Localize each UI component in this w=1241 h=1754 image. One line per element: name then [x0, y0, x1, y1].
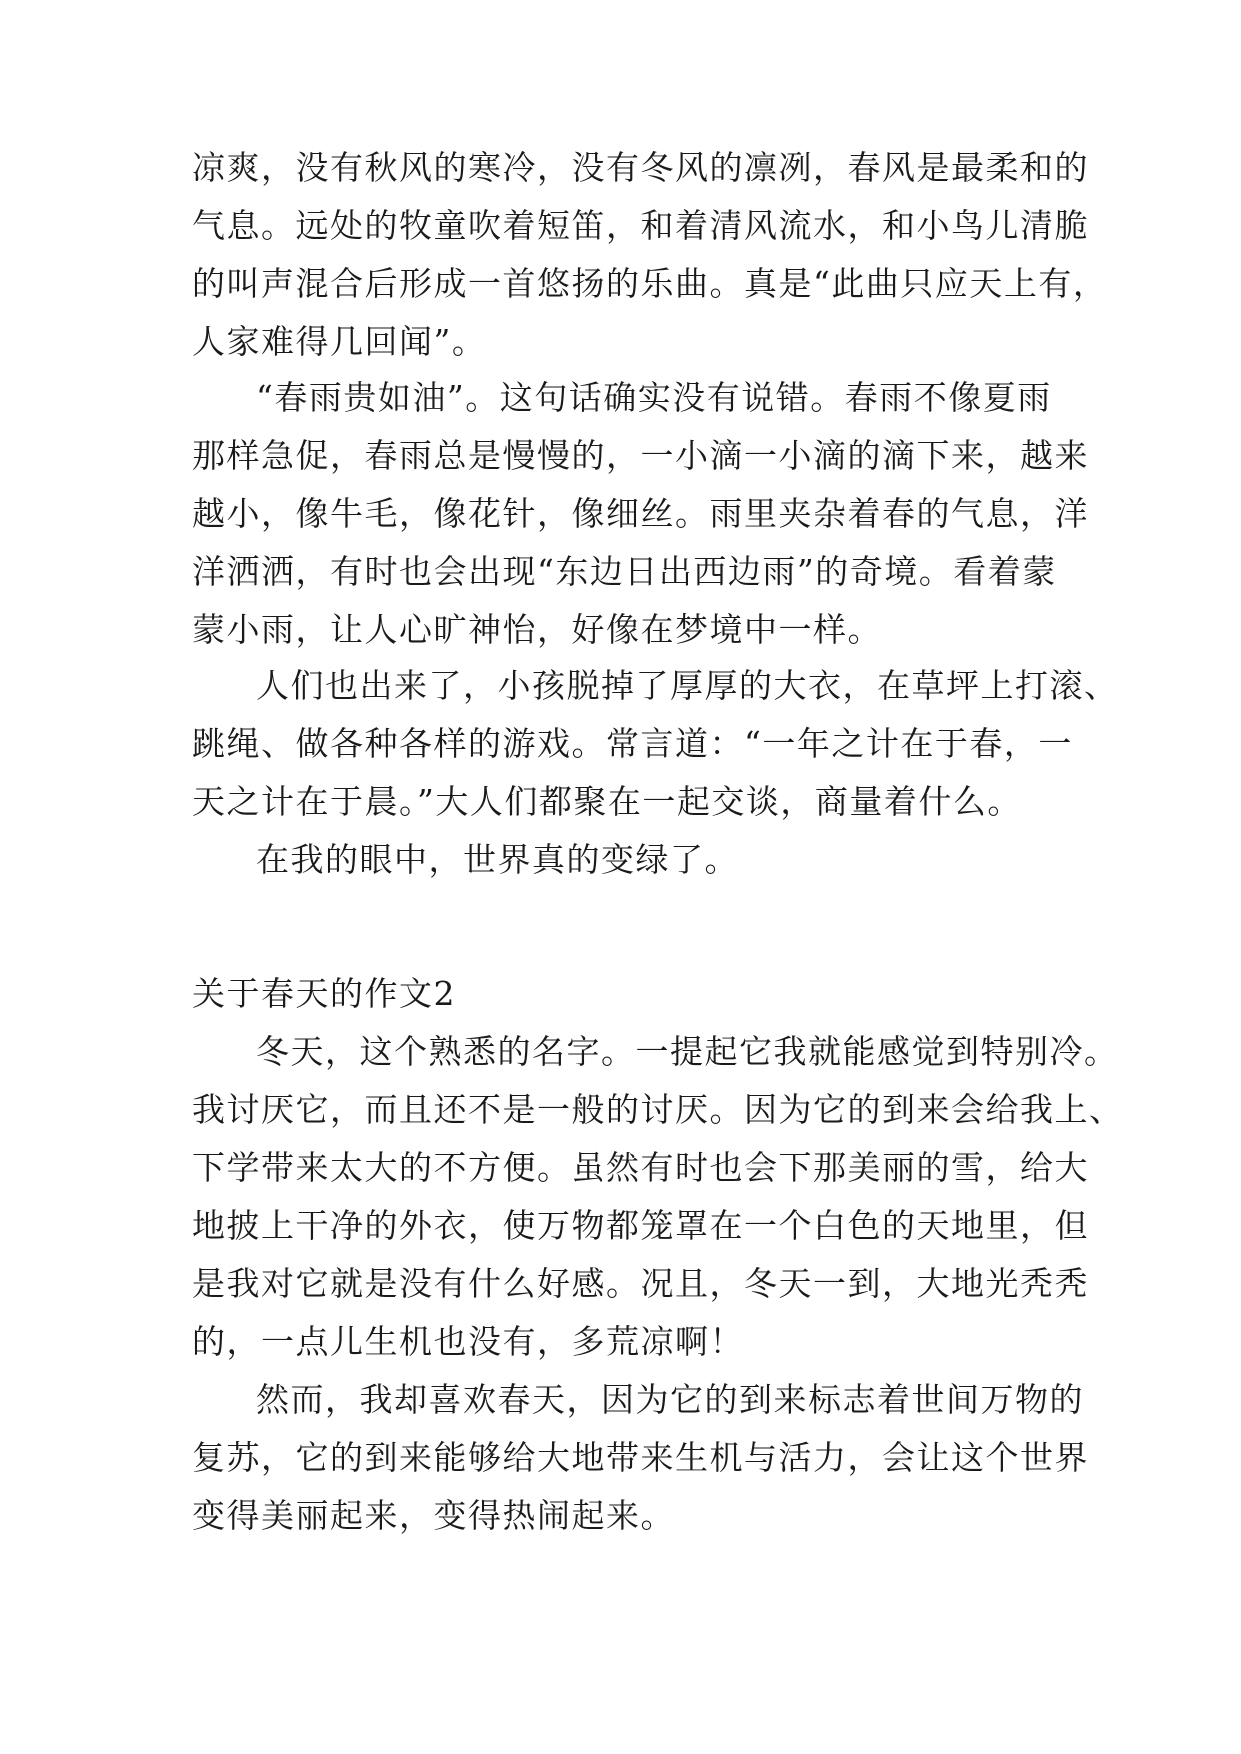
- paragraph-2-line-2: 那样急促，春雨总是慢慢的，一小滴一小滴的滴下来，越来: [192, 436, 1089, 475]
- paragraph-5-line-5: 是我对它就是没有什么好感。况且，冬天一到，大地光秃秃: [192, 1264, 1089, 1303]
- paragraph-1-line-4: 人家难得几回闻”。: [192, 322, 487, 361]
- paragraph-5-line-1: 冬天，这个熟悉的名字。一提起它我就能感觉到特别冷。: [256, 1032, 1119, 1071]
- paragraph-1-line-2: 气息。远处的牧童吹着短笛，和着清风流水，和小鸟儿清脆: [192, 206, 1089, 245]
- paragraph-3-line-1: 人们也出来了，小孩脱掉了厚厚的大衣，在草坪上打滚、: [256, 666, 1119, 705]
- paragraph-5-line-3: 下学带来太大的不方便。虽然有时也会下那美丽的雪，给大: [192, 1148, 1089, 1187]
- paragraph-3-line-2: 跳绳、做各种各样的游戏。常言道：“一年之计在于春，一: [192, 724, 1073, 763]
- paragraph-3-line-3: 天之计在于晨。”大人们都聚在一起交谈，商量着什么。: [192, 782, 1022, 821]
- paragraph-2-line-5: 蒙小雨，让人心旷神怡，好像在梦境中一样。: [192, 610, 882, 649]
- paragraph-1-line-3: 的叫声混合后形成一首悠扬的乐曲。真是“此曲只应天上有，: [192, 264, 1108, 303]
- paragraph-2-line-4: 洋洒洒，有时也会出现“东边日出西边雨”的奇境。看着蒙: [192, 552, 1057, 591]
- paragraph-6-line-1: 然而，我却喜欢春天，因为它的到来标志着世间万物的: [256, 1380, 1084, 1419]
- paragraph-5-line-6: 的，一点儿生机也没有，多荒凉啊！: [192, 1322, 744, 1361]
- paragraph-4-line-1: 在我的眼中，世界真的变绿了。: [256, 840, 739, 879]
- paragraph-5-line-4: 地披上干净的外衣，使万物都笼罩在一个白色的天地里，但: [192, 1206, 1089, 1245]
- paragraph-5-line-2: 我讨厌它，而且还不是一般的讨厌。因为它的到来会给我上、: [192, 1090, 1124, 1129]
- paragraph-6-line-3: 变得美丽起来，变得热闹起来。: [192, 1496, 675, 1535]
- paragraph-6-line-2: 复苏，它的到来能够给大地带来生机与活力，会让这个世界: [192, 1438, 1089, 1477]
- paragraph-1-line-1: 凉爽，没有秋风的寒冷，没有冬风的凛冽，春风是最柔和的: [192, 148, 1089, 187]
- paragraph-2-line-3: 越小，像牛毛，像花针，像细丝。雨里夹杂着春的气息，洋: [192, 494, 1089, 533]
- section-title: 关于春天的作文2: [192, 974, 456, 1013]
- paragraph-2-line-1: “春雨贵如油”。这句话确实没有说错。春雨不像夏雨: [256, 378, 1052, 417]
